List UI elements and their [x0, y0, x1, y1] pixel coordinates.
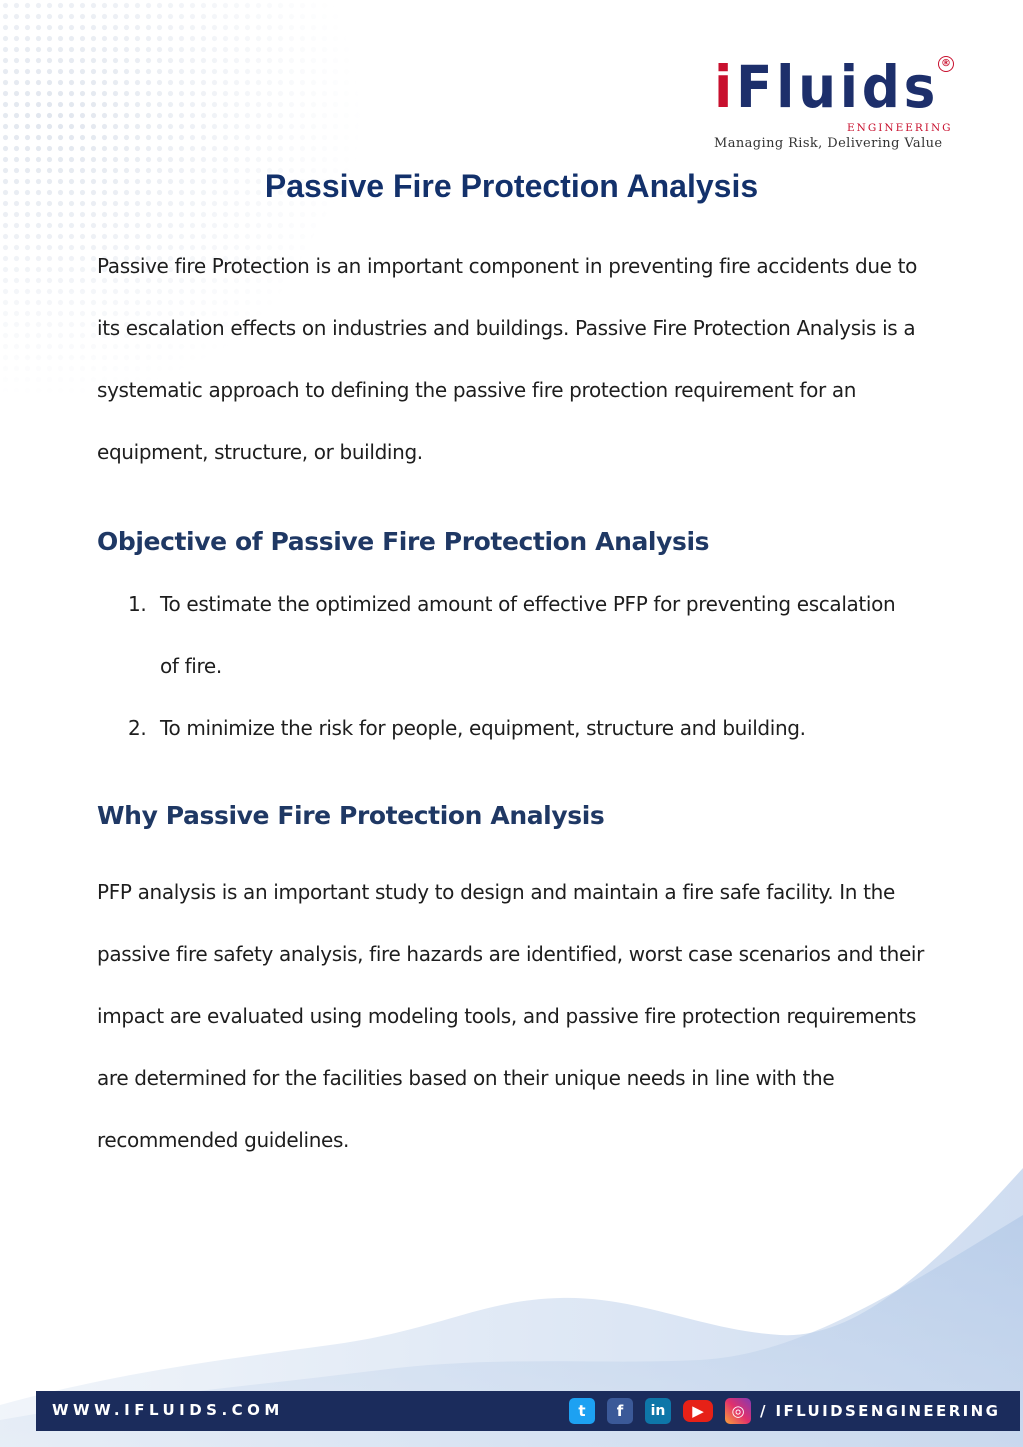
ifluids-logo [712, 52, 962, 152]
social-handle: / IFLUIDSENGINEERING [760, 1402, 1001, 1420]
youtube-icon[interactable]: ▶ [683, 1400, 713, 1422]
instagram-icon[interactable]: ◎ [725, 1398, 751, 1424]
page-title: Passive Fire Protection Analysis [264, 168, 759, 204]
intro-paragraph: Passive fire Protection is an important component in preventing fire accidents due to its escalation effects on industries and buildings. Passive Fire Protection Analysis is a systematic approach to defining the passive fire protection requirement for an equipment, structure, or building. [97, 254, 918, 464]
list-item: 1. To estimate the optimized amount of effective PFP for preventing escalation of fire. [128, 592, 896, 678]
logo-engineering-label: ENGINEERING [847, 122, 953, 134]
objective-list [128, 573, 908, 759]
footer-bar [36, 1391, 1020, 1431]
objective-heading: Objective of Passive Fire Protection Analysis [97, 527, 710, 556]
why-paragraph: PFP analysis is an important study to design and maintain a fire safe facility. In the passive fire safety analysis, fire hazards are identified, worst case scenarios and their impact are evaluated using modeling tools, and passive fire protection requirements are determined for the facilities based on their unique needs in line with the recommended guidelines. [97, 880, 925, 1152]
logo-tagline: Managing Risk, Delivering Value [714, 136, 943, 151]
website-link[interactable]: WWW.IFLUIDS.COM [52, 1401, 284, 1419]
linkedin-icon[interactable]: in [645, 1398, 671, 1424]
facebook-icon[interactable]: f [607, 1398, 633, 1424]
logo-wordmark: iFluids [714, 53, 940, 121]
list-item: 2. To minimize the risk for people, equipment, structure and building. [128, 716, 806, 740]
registered-mark: ® [938, 56, 954, 72]
social-icons [569, 1398, 757, 1424]
why-heading: Why Passive Fire Protection Analysis [97, 801, 605, 830]
twitter-icon[interactable]: t [569, 1398, 595, 1424]
